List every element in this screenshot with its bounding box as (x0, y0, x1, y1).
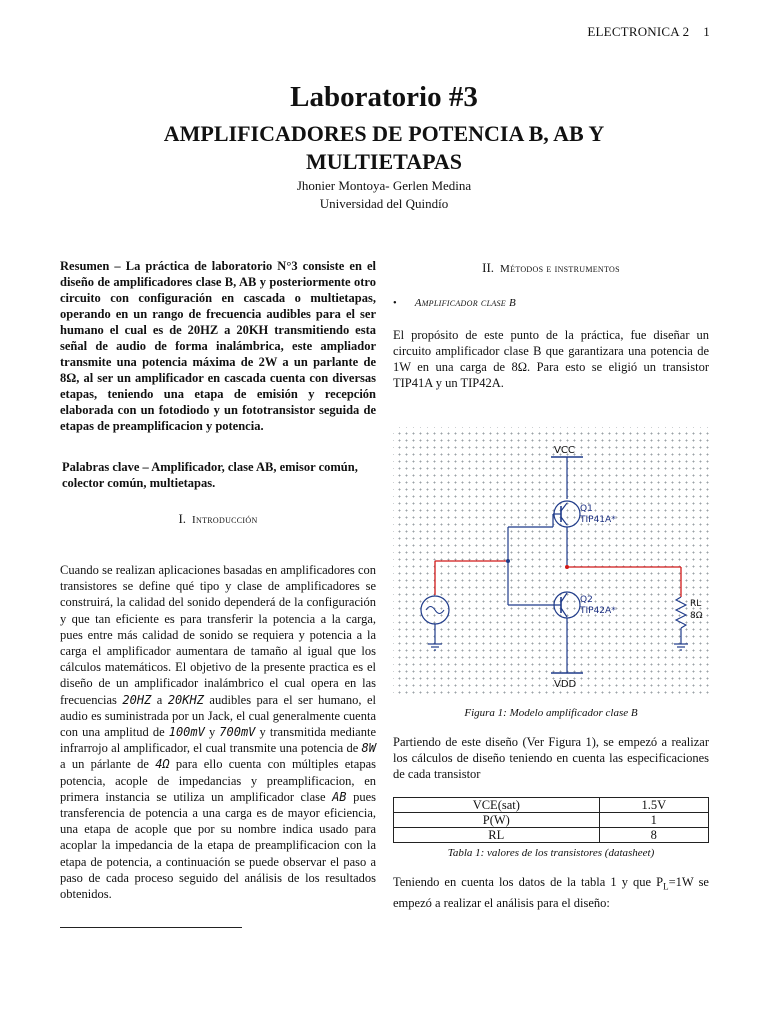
right-column (393, 258, 709, 911)
running-header (587, 24, 710, 40)
table-row (394, 813, 709, 828)
keywords (62, 459, 376, 491)
methods-paragraph-3 (393, 874, 709, 911)
running-header-title: ELECTRONICA 2 (587, 24, 690, 39)
intro-math-freq-high: 20KHZ (167, 692, 204, 707)
section-number: II. (482, 260, 495, 275)
authors: Jhonier Montoya- Gerlen Medina (296, 178, 472, 193)
table-row (394, 828, 709, 843)
p3-text-after: =1W se empezó a realizar el análisis para el diseño: (393, 875, 709, 910)
section-number: I. (178, 511, 187, 526)
rl-value: 8Ω (690, 611, 703, 621)
intro-math-class: AB (332, 789, 347, 804)
section-title: Métodos e instrumentos (500, 263, 620, 275)
intro-math-ohm: 4Ω (155, 757, 170, 772)
intro-text-4: a un párlante de (60, 757, 156, 772)
introduction-paragraph (60, 562, 376, 902)
intro-text-5: para ello cuenta con múltiples etapas potencia, acople de impedancias y preamplificacion, en primera instancia se utiliza un amplificador clase (60, 757, 376, 804)
footnote-rule (60, 927, 242, 928)
intro-text-6: pues transferencia de potencia a una carga es de mayor eficiencia, una etapa de acople que por su nombre indica usado para acoplar la impedancia de la etapa de preamplificacion con la etapa de potencia, a continuación se puede observar el paso a paso de cada proceso seguido del análisis de los resultados obtenidos. (60, 789, 376, 902)
figure-caption: Figura 1: Modelo amplificador clase B (464, 707, 638, 719)
table-caption: Tabla 1: valores de los transistores (datasheet) (447, 847, 655, 859)
paper-title: Laboratorio #3 (290, 81, 478, 113)
vcc-label: VCC (554, 445, 575, 456)
intro-text-y: y (204, 725, 220, 740)
values-table (393, 797, 709, 843)
section-heading-introduccion (60, 511, 376, 528)
p3-text-before: Teniendo en cuenta los datos de la tabla 1 y que P (393, 875, 664, 889)
table-cell: 8 (599, 828, 708, 843)
intro-math-volt-low: 100mV (168, 725, 205, 740)
intro-text-2: audibles para el ser humano, el audio es suministrada por un Jack, el cual generalmente cuenta con una amplitud de (60, 692, 376, 740)
rl-label: RL (690, 599, 702, 609)
abstract-text: La práctica de laboratorio N°3 consiste en el diseño de amplificadores clase B, AB y posteriormente otro circuito con configuración en cascada o multietapas, operando en un rango de frecuencia audibles para el ser humano el cual es de 20HZ a 20KH transmitiendo esta señal de audio de forma inalámbrica, este ampliador transmite una potencia máxima de 2W a un parlante de 8Ω, al ser un amplificador en cascada cuenta con diversas etapas, teniendo una etapa de emisión y recepción elaborada con un fotodiodo y un fototransistor seguida de etapas de preamplificacion y potencia. (60, 259, 377, 433)
keywords-text: Amplificador, clase AB, emisor común, colector común, multietapas. (62, 460, 358, 490)
methods-paragraph-2: Partiendo de este diseño (Ver Figura 1), se empezó a realizar los cálculos de diseño teniendo en cuenta las especificaciones de cada transistor (393, 735, 709, 781)
p3-subscript: L (663, 881, 669, 892)
bullet-icon: • (393, 298, 397, 309)
title-block (0, 80, 768, 212)
table-cell: 1.5V (599, 798, 708, 813)
abstract (60, 258, 376, 434)
q2-label: Q2 (580, 595, 593, 605)
class-b-schematic (393, 427, 709, 697)
q1-label: Q1 (580, 504, 593, 514)
section-title: Introducción (192, 514, 258, 526)
bullet-text: Amplificador clase B (414, 297, 517, 309)
keywords-label: Palabras clave – (62, 460, 152, 474)
rl-symbol (676, 597, 686, 628)
methods-paragraph-1: El propósito de este punto de la práctica, fue diseñar un circuito amplificador clase B que garantizara una potencia de 1W en una carga de 8Ω. Para esto se eligió un transistor TIP41A y un TIP42A. (393, 328, 709, 390)
circuit-figure (393, 427, 709, 697)
q1-part-label: TIP41A* (580, 515, 616, 525)
intro-text-1: Cuando se realizan aplicaciones basadas en amplificadores con transistores se define qué tipo y clase de amplificadores se construirá, la calidad del sonido dependerá de la configuración y que tan eficiente es para transferir la potencia a la carga, pues entre más calidad de sonido se requiera y potencia a la carga el amplificador aumentara de tamaño al igual que los cálculos matemáticos. El objetivo de la presente practica es el diseño de un amplificador inalámbrico el cual opera en las frecuencias (60, 563, 376, 707)
left-column (60, 258, 376, 902)
intro-text-a: a (151, 692, 168, 707)
abstract-label: Resumen – (60, 259, 126, 273)
table-cell: VCE(sat) (394, 798, 600, 813)
bullet-item (393, 295, 709, 312)
vdd-label: VDD (554, 679, 577, 690)
page-number: 1 (703, 24, 710, 39)
table-cell: P(W) (394, 813, 600, 828)
intro-math-power: 8W (361, 741, 376, 756)
affiliation: Universidad del Quindío (319, 196, 449, 211)
intro-math-volt-high: 700mV (219, 725, 256, 740)
table-row (394, 798, 709, 813)
table-cell: RL (394, 828, 600, 843)
intro-text-3: y transmitida mediante infrarrojo al amplificador, el cual transmite una potencia de (60, 725, 376, 756)
section-heading-metodos (393, 260, 709, 277)
table-cell: 1 (599, 813, 708, 828)
paper-subtitle: AMPLIFICADORES DE POTENCIA B, AB Y MULTIETAPAS (163, 121, 605, 174)
intro-math-freq-low: 20HZ (122, 692, 152, 707)
q2-part-label: TIP42A* (580, 606, 616, 616)
